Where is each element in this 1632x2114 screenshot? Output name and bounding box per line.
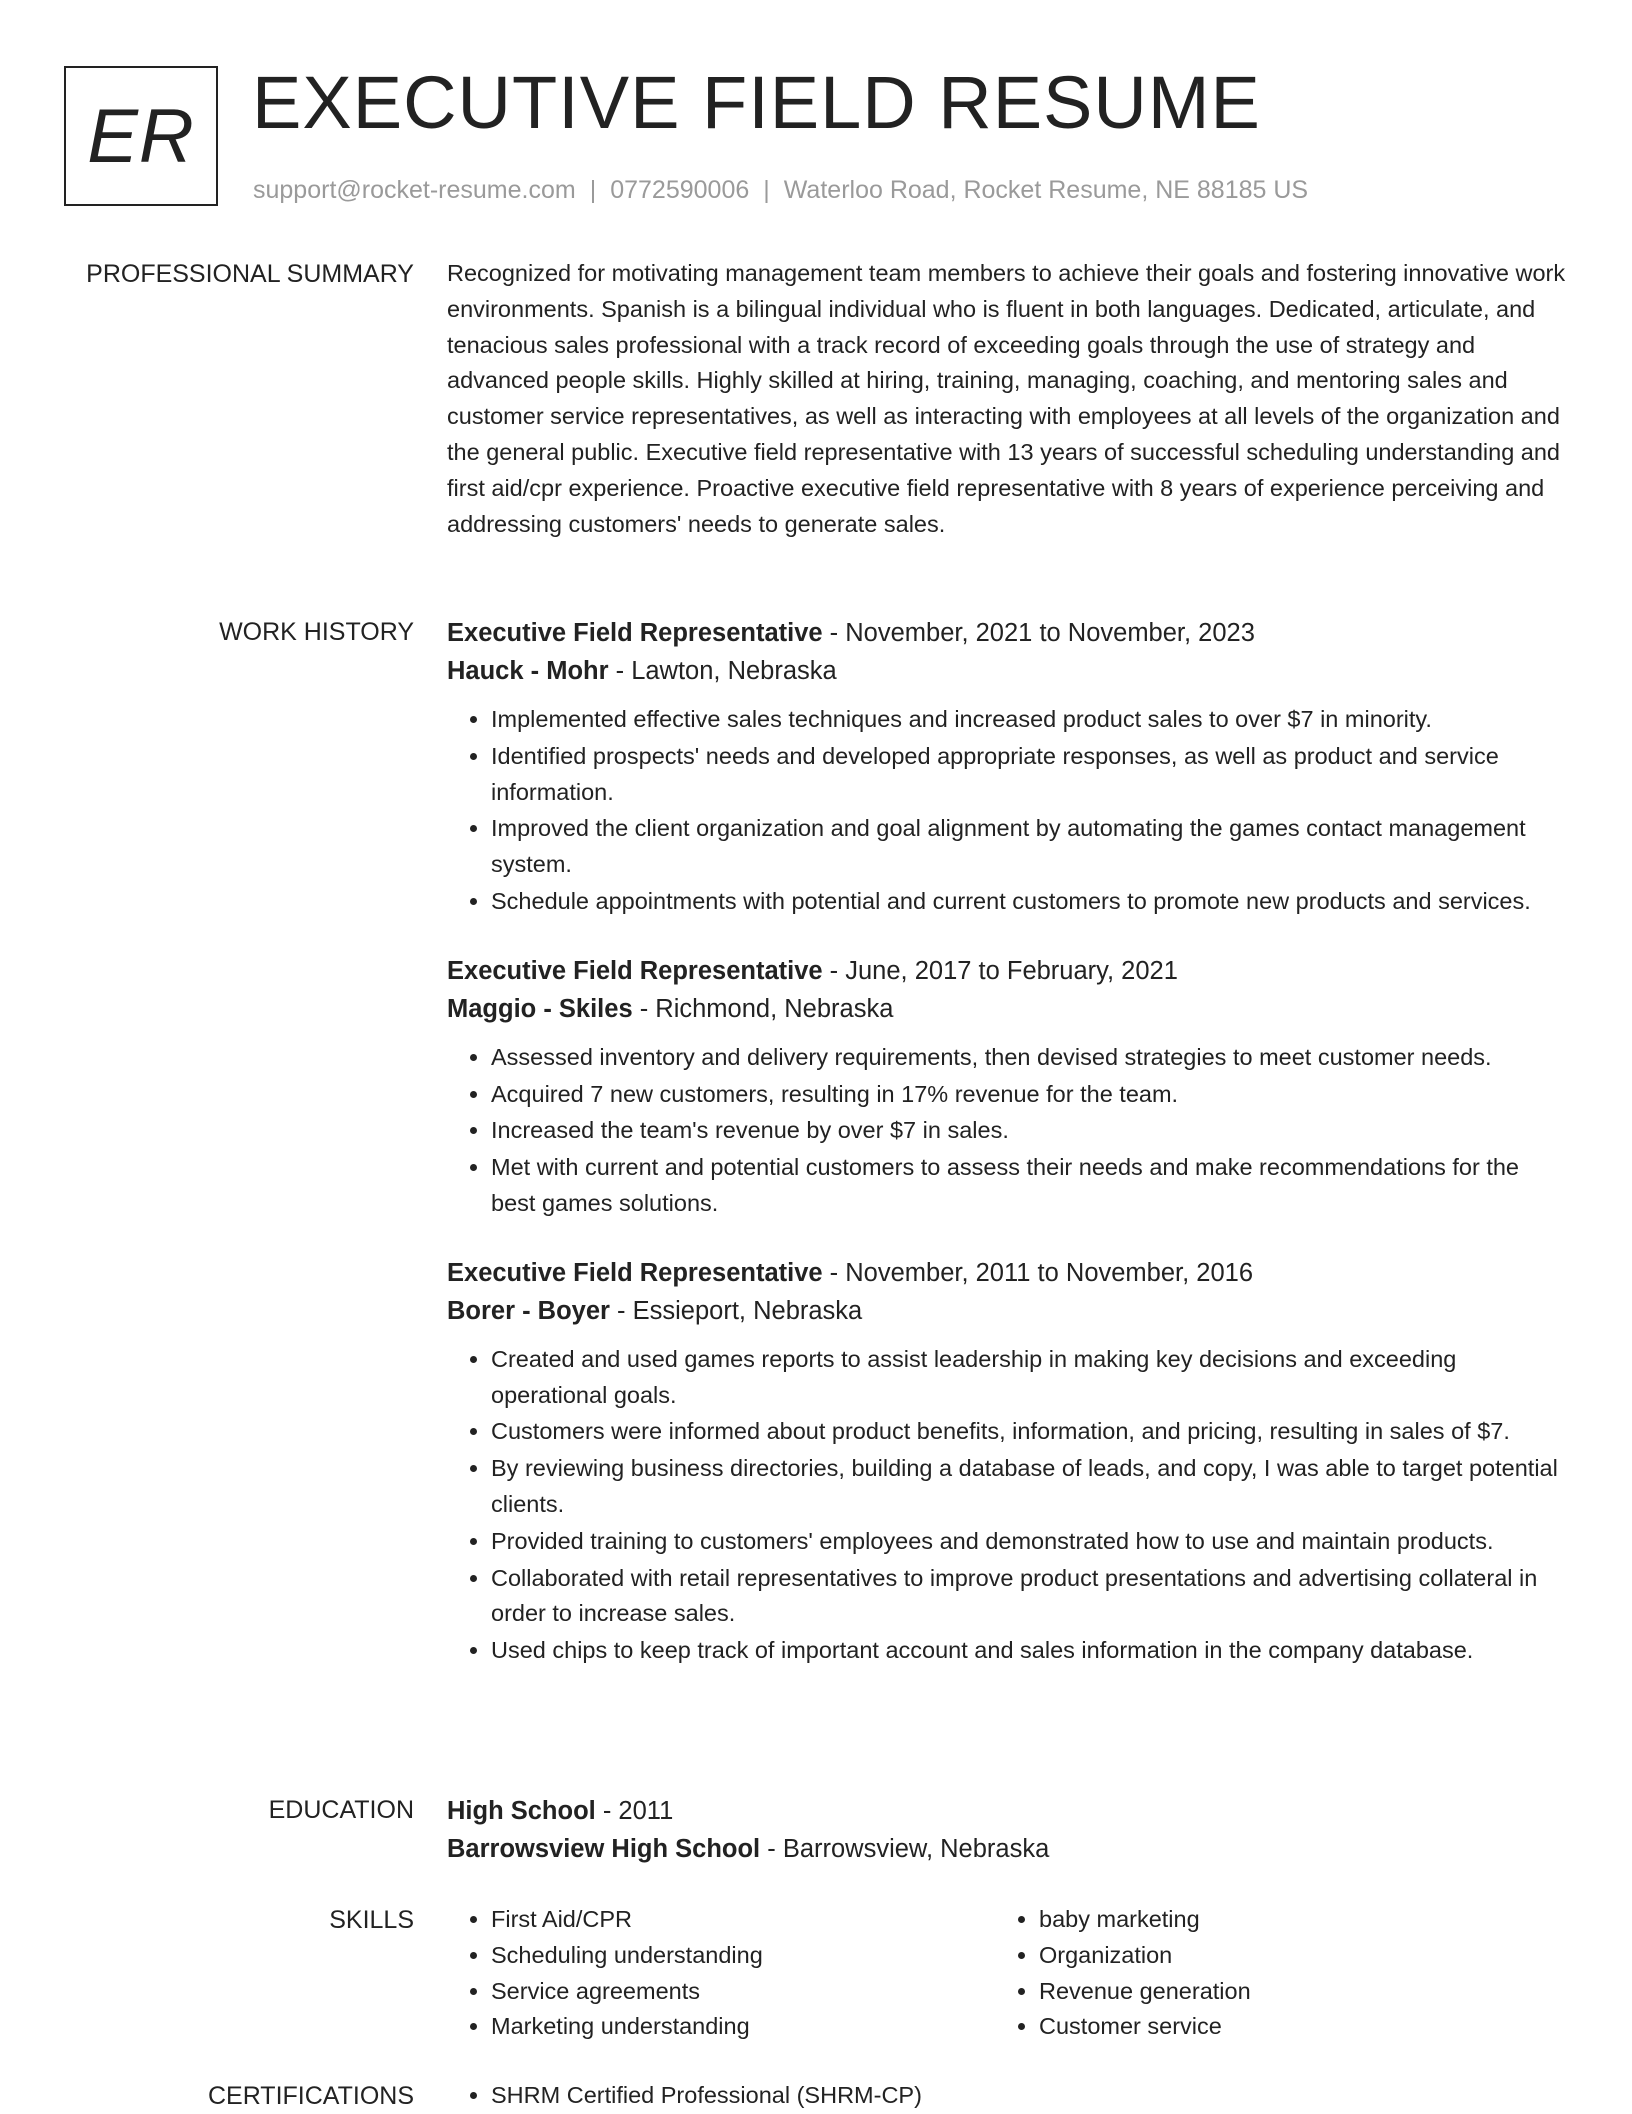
summary-body [447, 256, 1567, 542]
job-dates: - November, 2021 to November, 2023 [822, 619, 1255, 647]
skills-body [447, 1902, 1567, 2045]
job-employer [447, 1292, 1567, 1330]
list-item: • Identified prospects' needs and developed appropriate responses, as well as product and service information. [491, 739, 1567, 811]
monogram-box [64, 66, 218, 206]
list-item: • Provided training to customers' employees and demonstrated how to use and maintain products. [491, 1524, 1567, 1560]
job-bullet-list [447, 1342, 1567, 1669]
contact-line [253, 174, 1308, 206]
company-name: Borer - Boyer [447, 1296, 610, 1325]
section-heading: PROFESSIONAL SUMMARY [86, 260, 414, 288]
education-school-line [447, 1830, 1567, 1868]
skill-item: • Scheduling understanding [491, 1938, 995, 1974]
monogram-initials: ER [87, 93, 195, 179]
skill-item: • Service agreements [491, 1974, 995, 2010]
job-entry [447, 952, 1567, 1222]
section-heading: EDUCATION [268, 1796, 414, 1824]
education-degree: High School [447, 1797, 596, 1825]
skills-column-1 [447, 1902, 995, 2045]
job-dates: - November, 2011 to November, 2016 [822, 1258, 1254, 1287]
certifications-list [447, 2078, 1567, 2114]
job-bullet-list [447, 1040, 1567, 1222]
list-item: • Acquired 7 new customers, resulting in 17% revenue for the team. [491, 1077, 1567, 1113]
contact-phone[interactable]: 0772590006 [610, 176, 750, 204]
skills-column-2 [995, 1902, 1543, 2045]
job-dates: - June, 2017 to February, 2021 [822, 956, 1178, 985]
work-history-body [447, 614, 1567, 1670]
job-employer [447, 652, 1567, 690]
skill-item: • First Aid/CPR [491, 1902, 995, 1938]
contact-email[interactable]: support@rocket-resume.com [253, 176, 576, 204]
certifications-body [447, 2078, 1567, 2114]
list-item: • Collaborated with retail representatives to improve product presentations and advertising collateral in order to increase sales. [491, 1561, 1567, 1633]
list-item: • Implemented effective sales techniques and increased product sales to over $7 in minority. [491, 702, 1567, 738]
list-item: • By reviewing business directories, building a database of leads, and copy, I was able to target potential clients. [491, 1451, 1567, 1523]
skills-grid [447, 1902, 1567, 2045]
list-item: • Assessed inventory and delivery requirements, then devised strategies to meet customer needs. [491, 1040, 1567, 1076]
resume-title: EXECUTIVE FIELD RESUME [252, 61, 1261, 144]
section-heading: CERTIFICATIONS [207, 2082, 414, 2110]
company-location: - Lawton, Nebraska [608, 657, 837, 685]
summary-text: Recognized for motivating management team members to achieve their goals and fostering innovative work environments. Spanish is a bilingual individual who is fluent in both languages. Dedicated, articulate, and tenacious sales professional with a track record of exceeding goals through the use of strategy and advanced people skills. Highly skilled at hiring, training, managing, coaching, and mentoring sales and customer service representatives, as well as interacting with employees at all levels of the organization and the general public. Executive field representative with 13 years of successful scheduling understanding and first aid/cpr experience. Proactive executive field representative with 8 years of experience perceiving and addressing customers' needs to generate sales. [447, 260, 1566, 537]
skill-item: • Marketing understanding [491, 2009, 995, 2045]
contact-address: Waterloo Road, Rocket Resume, NE 88185 US [783, 176, 1309, 204]
skill-item: • Organization [1039, 1938, 1543, 1974]
skill-item: • Revenue generation [1039, 1974, 1543, 2010]
job-title: Executive Field Representative [447, 619, 823, 647]
list-item: • Increased the team's revenue by over $7 in sales. [491, 1113, 1567, 1149]
list-item: • Schedule appointments with potential and current customers to promote new products and services. [491, 884, 1567, 920]
list-item: • Customers were informed about product benefits, information, and pricing, resulting in sales of $7. [491, 1414, 1567, 1450]
company-location: - Essieport, Nebraska [609, 1296, 863, 1325]
company-name: Hauck - Mohr [447, 657, 609, 685]
section-heading: WORK HISTORY [219, 618, 414, 646]
education-degree-line [447, 1792, 1567, 1830]
list-item: • Created and used games reports to assist leadership in making key decisions and exceeding operational goals. [491, 1342, 1567, 1414]
job-heading [447, 1254, 1567, 1292]
job-title: Executive Field Representative [447, 1258, 823, 1287]
list-item: • Met with current and potential customers to assess their needs and make recommendations for the best games solutions. [491, 1150, 1567, 1222]
company-name: Maggio - Skiles [447, 994, 633, 1023]
section-heading: SKILLS [329, 1906, 414, 1934]
job-entry [447, 614, 1567, 920]
job-heading [447, 614, 1567, 652]
skill-item: • Customer service [1039, 2009, 1543, 2045]
company-location: - Richmond, Nebraska [632, 994, 894, 1023]
contact-separator: | [763, 176, 770, 204]
job-title: Executive Field Representative [447, 956, 823, 985]
job-bullet-list [447, 702, 1567, 920]
job-entry [447, 1254, 1567, 1669]
education-school: Barrowsview High School [447, 1835, 761, 1863]
job-employer [447, 990, 1567, 1028]
contact-separator: | [589, 176, 597, 204]
list-item: • Improved the client organization and goal alignment by automating the games contact management system. [491, 811, 1567, 883]
education-year: - 2011 [595, 1797, 674, 1825]
list-item: • Used chips to keep track of important account and sales information in the company database. [491, 1633, 1567, 1669]
education-body [447, 1792, 1567, 1868]
skill-item: • baby marketing [1039, 1902, 1543, 1938]
job-heading [447, 952, 1567, 990]
education-location: - Barrowsview, Nebraska [760, 1835, 1050, 1863]
certification-item: • SHRM Certified Professional (SHRM-CP) [491, 2078, 1567, 2114]
